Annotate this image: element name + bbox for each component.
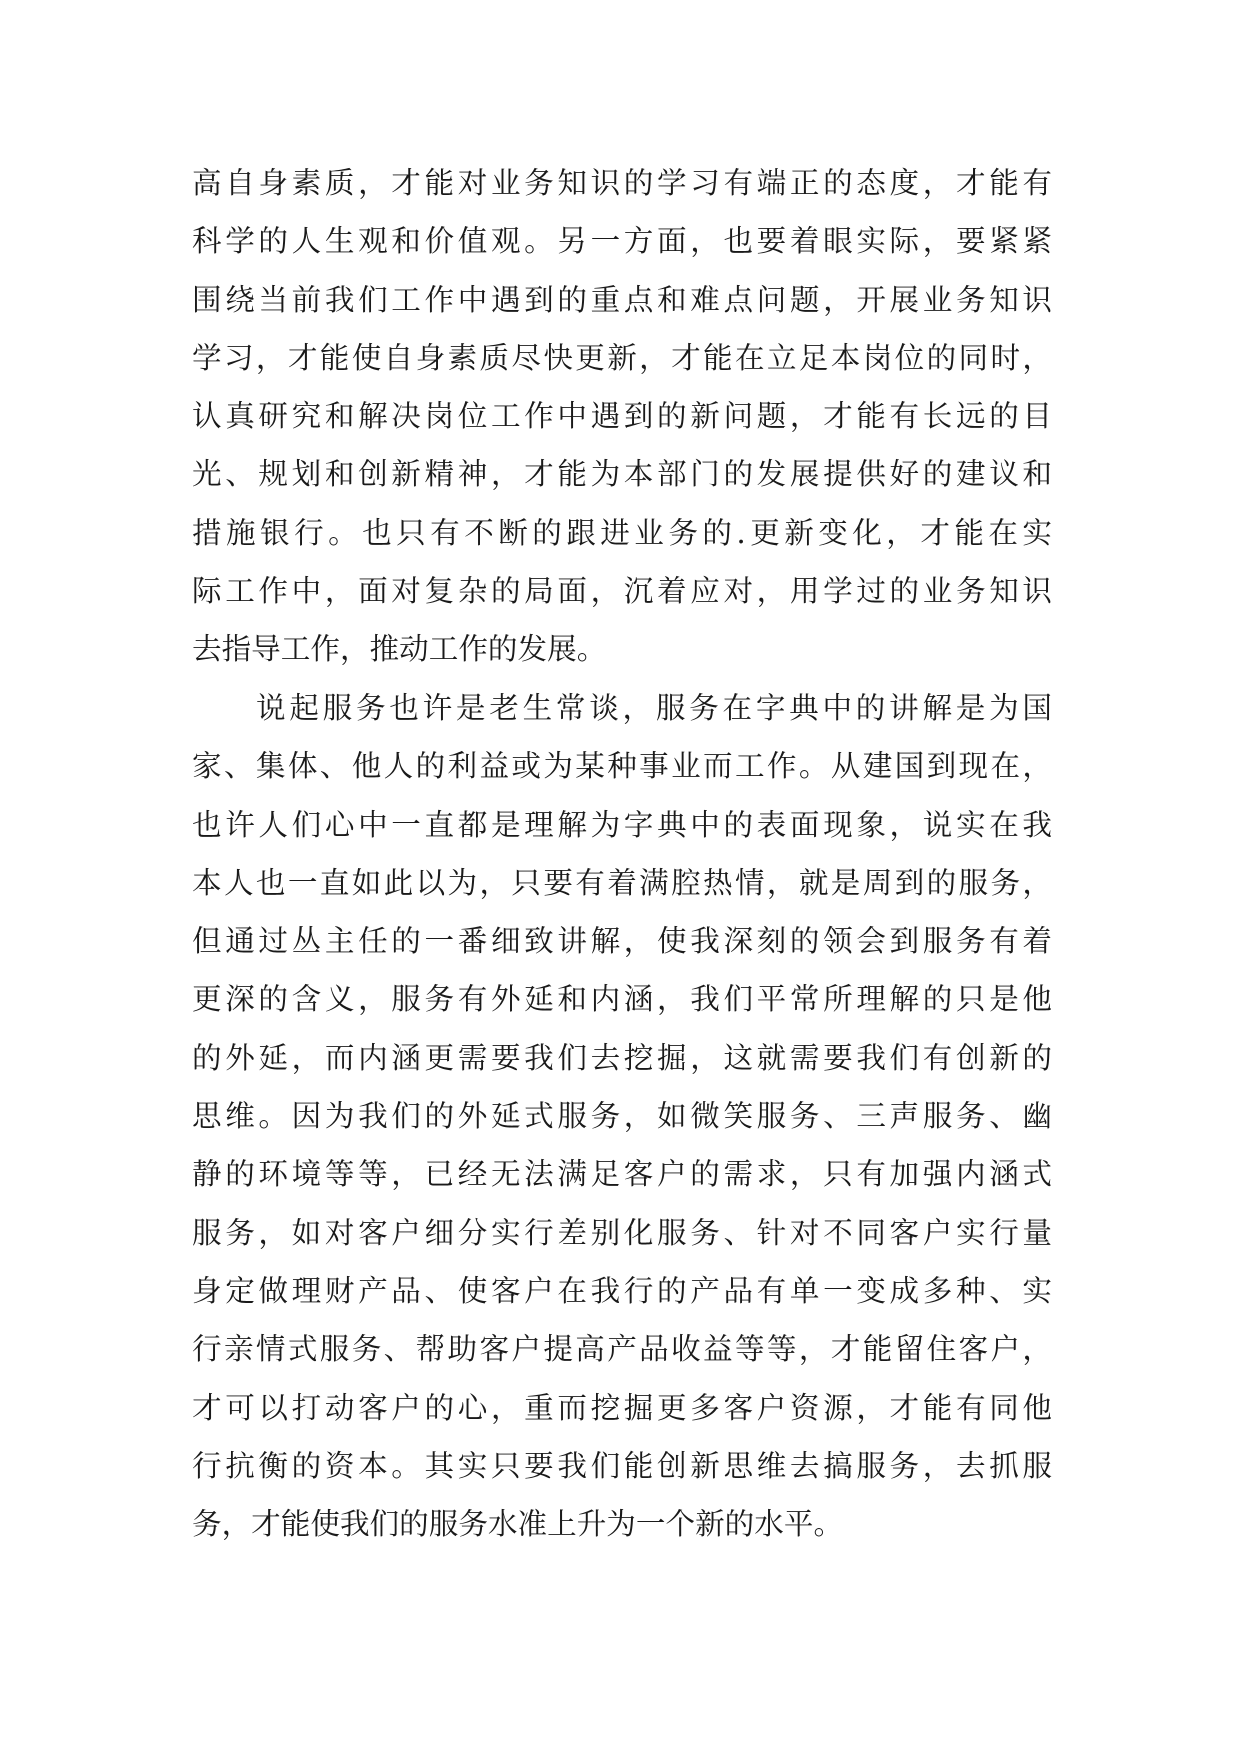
paragraph-line: 说起服务也许是老生常谈，服务在字典中的讲解是为国 bbox=[256, 691, 1052, 725]
paragraph-line: 更深的含义，服务有外延和内涵，我们平常所理解的只是他 bbox=[192, 982, 1052, 1017]
paragraph-line: 际工作中，面对复杂的局面，沉着应对，用学过的业务知识 bbox=[192, 574, 1052, 609]
paragraph-line: 围绕当前我们工作中遇到的重点和难点问题，开展业务知识 bbox=[192, 282, 1052, 317]
paragraph-line: 的外延，而内涵更需要我们去挖掘，这就需要我们有创新的 bbox=[192, 1040, 1052, 1075]
paragraph-line: 但通过丛主任的一番细致讲解，使我深刻的领会到服务有着 bbox=[192, 924, 1052, 959]
paragraph-line: 才可以打动客户的心，重而挖掘更多客户资源，才能有同他 bbox=[192, 1390, 1052, 1425]
paragraph-1 bbox=[192, 154, 1052, 679]
paragraph-line: 服务，如对客户细分实行差别化服务、针对不同客户实行量 bbox=[192, 1215, 1052, 1250]
paragraph-line: 认真研究和解决岗位工作中遇到的新问题，才能有长远的目 bbox=[192, 399, 1052, 434]
paragraph-line: 务，才能使我们的服务水准上升为一个新的水平。 bbox=[192, 1507, 844, 1542]
paragraph-line: 也许人们心中一直都是理解为字典中的表面现象，说实在我 bbox=[192, 807, 1052, 842]
paragraph-line: 家、集体、他人的利益或为某种事业而工作。从建国到现在， bbox=[192, 749, 1052, 784]
paragraph-line: 行亲情式服务、帮助客户提高产品收益等等，才能留住客户， bbox=[192, 1332, 1052, 1367]
paragraph-2 bbox=[192, 679, 1052, 1553]
paragraph-line: 身定做理财产品、使客户在我行的产品有单一变成多种、实 bbox=[192, 1273, 1052, 1308]
paragraph-line: 本人也一直如此以为，只要有着满腔热情，就是周到的服务， bbox=[192, 865, 1052, 900]
paragraph-line: 措施银行。也只有不断的跟进业务的.更新变化，才能在实 bbox=[192, 515, 1052, 550]
paragraph-line: 静的环境等等，已经无法满足客户的需求，只有加强内涵式 bbox=[192, 1157, 1052, 1192]
paragraph-line: 学习，才能使自身素质尽快更新，才能在立足本岗位的同时， bbox=[192, 340, 1052, 375]
paragraph-line: 思维。因为我们的外延式服务，如微笑服务、三声服务、幽 bbox=[192, 1099, 1052, 1134]
paragraph-line: 去指导工作，推动工作的发展。 bbox=[192, 632, 607, 667]
paragraph-line: 光、规划和创新精神，才能为本部门的发展提供好的建议和 bbox=[192, 457, 1052, 492]
paragraph-line: 高自身素质，才能对业务知识的学习有端正的态度，才能有 bbox=[192, 166, 1052, 200]
paragraph-line: 行抗衡的资本。其实只要我们能创新思维去搞服务，去抓服 bbox=[192, 1448, 1052, 1483]
paragraph-line: 科学的人生观和价值观。另一方面，也要着眼实际，要紧紧 bbox=[192, 224, 1052, 259]
